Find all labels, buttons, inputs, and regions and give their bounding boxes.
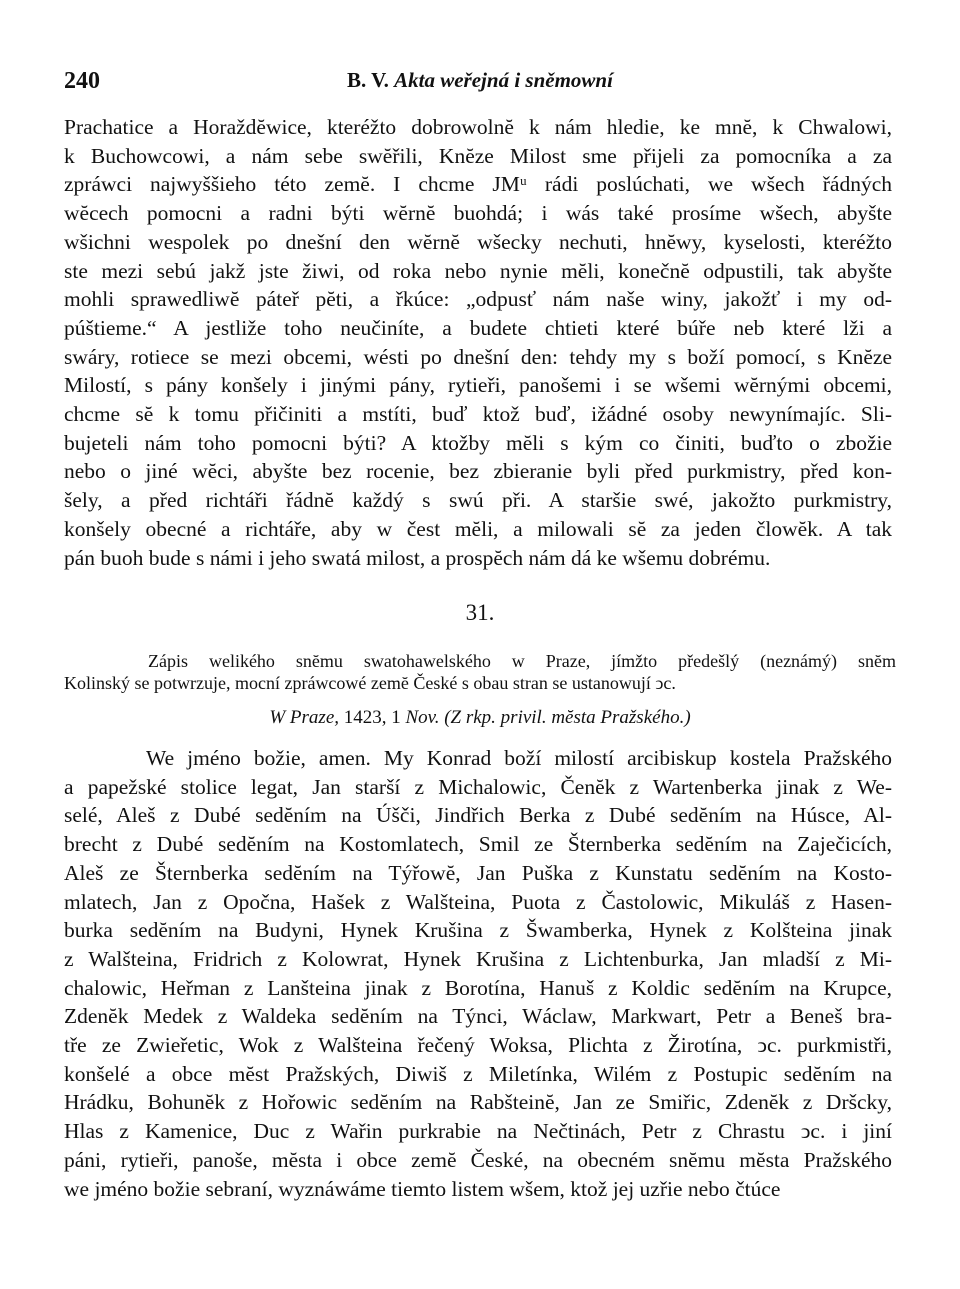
text-line: burka sedĕním na Budyni, Hynek Krušina z Šwamberka, Hynek z Kolšteina jinak	[64, 918, 892, 943]
text-line: z Walšteina, Fridrich z Kolowrat, Hynek Krušina z Lichtenburka, Jan mladší z Mi-	[64, 946, 892, 971]
text-line: chcme sĕ k tomu přičiniti a mstíti, buď ktož buď, ižádné osoby newynímajíc. Sli-	[64, 402, 892, 427]
text-line: pán buoh bude s námi i jeho swatá milost, a prospĕch nám dá ke wšemu dobrému.	[64, 545, 771, 570]
text-line: a papežské stolice legat, Jan starší z Michalowic, Čenĕk z Wartenberka jinak z We-	[64, 774, 892, 799]
text-line: We jméno božie, amen. My Konrad boží milostí arcibiskup kostela Pražského	[146, 746, 892, 770]
text-line: swáry, rotiece se mezi obcemi, wésti po dnešní den: tehdy my s boží pomocí, s Knĕze	[64, 344, 892, 369]
text-line: Hlas z Kamenice, Duc z Wařin purkrabie na Nečtinách, Petr z Chrastu ↄc. i jiní	[64, 1119, 892, 1144]
text-line: wšichni wespolek po dnešní den wĕrnĕ wšecky nechuti, hnĕwy, kyselosti, kteréžto	[64, 229, 892, 254]
text-line: we jméno božie sebraní, wyznáwáme tiemto listem wšem, ktož jej uzřie nebo čtúce	[64, 1176, 781, 1201]
text-line: selé, Aleš z Dubé sedĕním na Úšči, Jindřich Berka z Dubé sedĕním na Húsce, Al-	[64, 803, 892, 828]
running-head	[64, 68, 896, 93]
page-header	[64, 68, 896, 104]
paragraph-continuation	[64, 113, 892, 572]
summary-line: Kolinský se potwrzuje, mocní zpráwcowé zemĕ České s obau stran se ustanowují ↄc.	[64, 673, 676, 693]
running-title: Akta weřejná i sněmowní	[394, 68, 613, 92]
document-text	[64, 744, 892, 1203]
dateline-place: W Praze,	[269, 707, 339, 728]
text-line: konšely obecné a richtáře, aby w čest mĕli, a milowali sĕ za jeden člowĕk. A tak	[64, 516, 892, 541]
text-line: mohli sprawedliwĕ páteř pĕti, a řkúce: „odpusť nám naše winy, jakožť i my od-	[64, 287, 892, 312]
dateline-month: Nov.	[405, 707, 440, 728]
section-label: B. V.	[347, 68, 389, 92]
text-line: nebo o jiné wĕci, abyšte bez rocenie, bez zbieranie byli před purkmistry, před kon-	[64, 459, 892, 484]
text-line: šely, a před richtáři řádnĕ každý s swú při. A staršie swé, jakožto purkmistry,	[64, 488, 892, 513]
text-line: Prachatice a Horaždĕwice, kteréžto dobrowolnĕ k nám hledie, ke mnĕ, k Chwalowi,	[64, 115, 892, 139]
text-line: Hrádku, Bohunĕk z Hořowic sedĕním na Rabšteinĕ, Jan ze Smiřic, Zdenĕk z Dršcky,	[64, 1090, 892, 1115]
text-line: bujeteli nám toho pomocni býti? A ktožby mĕli s kým co činiti, buďto o zbožie	[64, 430, 892, 455]
dateline-date: 1423, 1	[343, 707, 401, 728]
text-line: wĕcech pomocni a radni býti wĕrnĕ buohdá; i wás také prosíme wšech, abyšte	[64, 201, 892, 226]
page-number: 240	[64, 68, 100, 94]
document-summary	[64, 650, 896, 694]
text-line: páni, rytieři, panoše, mĕsta i obce zemĕ České, na obecném snĕmu mĕsta Pražského	[64, 1147, 892, 1172]
text-line: Zdenĕk Medek z Waldeka sedĕním na Týnci, Wáclaw, Markwart, Petr a Beneš bra-	[64, 1004, 892, 1029]
text-line: Aleš ze Šternberka sedĕním na Týřowĕ, Jan Puška z Kunstatu sedĕním na Kosto-	[64, 860, 892, 885]
text-line: Milostí, s pány konšely i jinými pány, rytieři, panošemi i se wšemi wĕrnými obcemi,	[64, 373, 892, 398]
text-line: chalowic, Heřman z Lanšteina jinak z Borotína, Hanuš z Koldic sedĕním na Krupce,	[64, 975, 892, 1000]
document-number: 31.	[465, 600, 495, 625]
text-line: zpráwci najwyššieho této zemĕ. I chcme JMᵘ rádi poslúchati, we wšech řádných	[64, 172, 892, 197]
text-line: k Buchowcowi, a nám sebe swĕřili, Knĕze Milost sme přijeli za pomocníka a za	[64, 143, 892, 168]
dateline-source: (Z rkp. privil. mĕsta Pražského.)	[444, 707, 691, 728]
dateline	[0, 707, 960, 729]
text-line: mlatech, Jan z Opočna, Hašek z Walšteina, Puota z Častolowic, Mikuláš z Hasen-	[64, 889, 892, 914]
summary-line: Zápis welikého snĕmu swatohawelského w Praze, jímžto předešlý (neznámý) snĕm	[148, 651, 896, 671]
text-line: brecht z Dubé sedĕním na Kostomlatech, Smil ze Šternberka sedĕním na Zaječicích,	[64, 832, 892, 857]
text-line: tře ze Zwieřetic, Wok z Walšteina řečený Woksa, Plichta z Žirotína, ↄc. purkmistři,	[64, 1033, 892, 1058]
text-line: ste mezi sebú jakž jste žiwi, od roka nebo nynie mĕli, konečnĕ odpustili, tak abyšte	[64, 258, 892, 283]
text-line: konšelé a obce mĕst Pražských, Diwiš z Miletínka, Wilém z Postupic sedĕním na	[64, 1061, 892, 1086]
text-line: púštieme.“ A jestliže toho neučiníte, a budete chtieti které búře neb které lži a	[64, 315, 892, 340]
